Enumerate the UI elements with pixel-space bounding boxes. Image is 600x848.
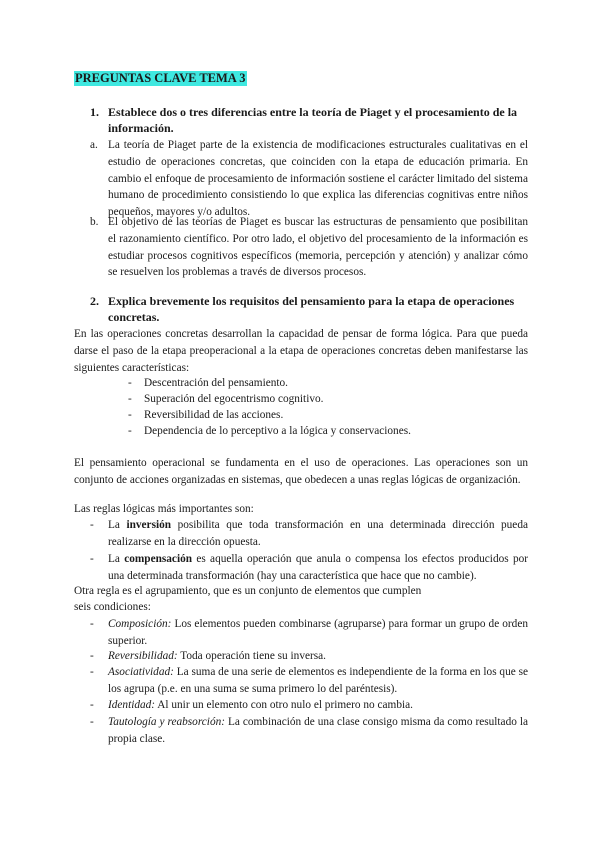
list-bullet: -	[128, 425, 132, 437]
question-2-intro: En las operaciones concretas desarrollan la capacidad de pensar de forma lógica. Para que pueda darse el paso de la etapa preoperacional a la etapa de operaciones concretas deben manifestarse las siguientes características:	[74, 328, 528, 374]
item-b-text: El objetivo de las teorías de Piaget es buscar las estructuras de pensamiento que posibilitan el razonamiento científico. Por otro lado, el objetivo del procesamiento de la información es estudiar procesos cognitivos específicos (memoria, percepción y atención) y analizar cómo se resuelven los problemas a través de diversos procesos.	[108, 216, 528, 279]
rule-term: compensación	[124, 553, 193, 565]
rule-pre: La	[108, 519, 127, 531]
list-bullet: -	[128, 377, 132, 389]
condition-text: Los elementos pueden combinarse (agruparse) para formar un grupo de orden superior.	[108, 618, 528, 647]
condition-text: La suma de una serie de elementos es independiente de la forma en los que se los agrupa (p.e. en una suma se suma primero lo del paréntesis).	[108, 666, 528, 695]
list-bullet: -	[90, 716, 94, 728]
condition-identity	[108, 697, 528, 714]
condition-composition	[108, 616, 528, 650]
list-item: Reversibilidad de las acciones.	[144, 409, 284, 421]
list-bullet: -	[90, 650, 94, 662]
grouping-line-2: seis condiciones:	[74, 601, 151, 613]
condition-term: Tautología y reabsorción:	[108, 716, 226, 728]
condition-tautology	[108, 714, 528, 748]
rule-inversion	[108, 517, 528, 551]
list-bullet: -	[128, 409, 132, 421]
condition-term: Asociatividad:	[108, 666, 174, 678]
question-2-number: 2.	[90, 294, 99, 308]
item-a-marker: a.	[90, 139, 98, 151]
rule-compensation	[108, 551, 528, 585]
condition-term: Identidad:	[108, 699, 156, 711]
list-bullet: -	[128, 393, 132, 405]
rule-pre: La	[108, 553, 125, 565]
item-b-marker: b.	[90, 216, 99, 228]
condition-term: Reversibilidad:	[108, 650, 178, 662]
condition-text: La combinación de una clase consigo misma da como resultado la propia clase.	[108, 716, 528, 745]
list-item: Descentración del pensamiento.	[144, 377, 288, 389]
list-bullet: -	[90, 553, 94, 565]
question-1-number: 1.	[90, 105, 99, 119]
list-bullet: -	[90, 618, 94, 630]
list-bullet: -	[90, 519, 94, 531]
list-bullet: -	[90, 699, 94, 711]
condition-text: Toda operación tiene su inversa.	[177, 650, 326, 662]
grouping-line-1: Otra regla es el agrupamiento, que es un conjunto de elementos que cumplen	[74, 585, 422, 597]
rule-text: es aquella operación que anula o compensa los efectos producidos por una determinada transformación (hay una característica que hace que no cambie).	[108, 553, 529, 582]
question-1-heading: Establece dos o tres diferencias entre la teoría de Piaget y el procesamiento de la información.	[108, 105, 518, 135]
rule-term: inversión	[126, 519, 172, 531]
condition-term: Composición:	[108, 618, 172, 630]
item-a-text: La teoría de Piaget parte de la existencia de modificaciones estructurales cualitativas en el estudio de operaciones concretas, que coinciden con la etapa de educación primaria. En cambio el enfoque de procesamiento de información sostiene el carácter limitado del sistema humano de procedimiento consistiendo lo que explica las diferencias cognitivas entre niños pequeños, mayores y/o adultos.	[108, 139, 528, 219]
list-item: Superación del egocentrismo cognitivo.	[144, 393, 324, 405]
operational-thought-paragraph: El pensamiento operacional se fundamenta en el uso de operaciones. Las operaciones son un conjunto de acciones organizadas en sistemas, que obedecen a unas reglas lógicas de organización.	[74, 457, 528, 486]
page-title: PREGUNTAS CLAVE TEMA 3	[75, 71, 246, 85]
list-item: Dependencia de lo perceptivo a la lógica y conservaciones.	[144, 425, 411, 437]
condition-reversibility	[108, 648, 528, 665]
question-2-heading: Explica brevemente los requisitos del pensamiento para la etapa de operaciones concretas.	[108, 294, 515, 324]
condition-associativity	[108, 664, 528, 698]
condition-text: Al unir un elemento con otro nulo el primero no cambia.	[155, 699, 413, 711]
list-bullet: -	[90, 666, 94, 678]
rules-intro: Las reglas lógicas más importantes son:	[74, 503, 254, 515]
rule-text: posibilita que toda transformación en una determinada dirección pueda realizarse en la dirección opuesta.	[108, 519, 528, 548]
